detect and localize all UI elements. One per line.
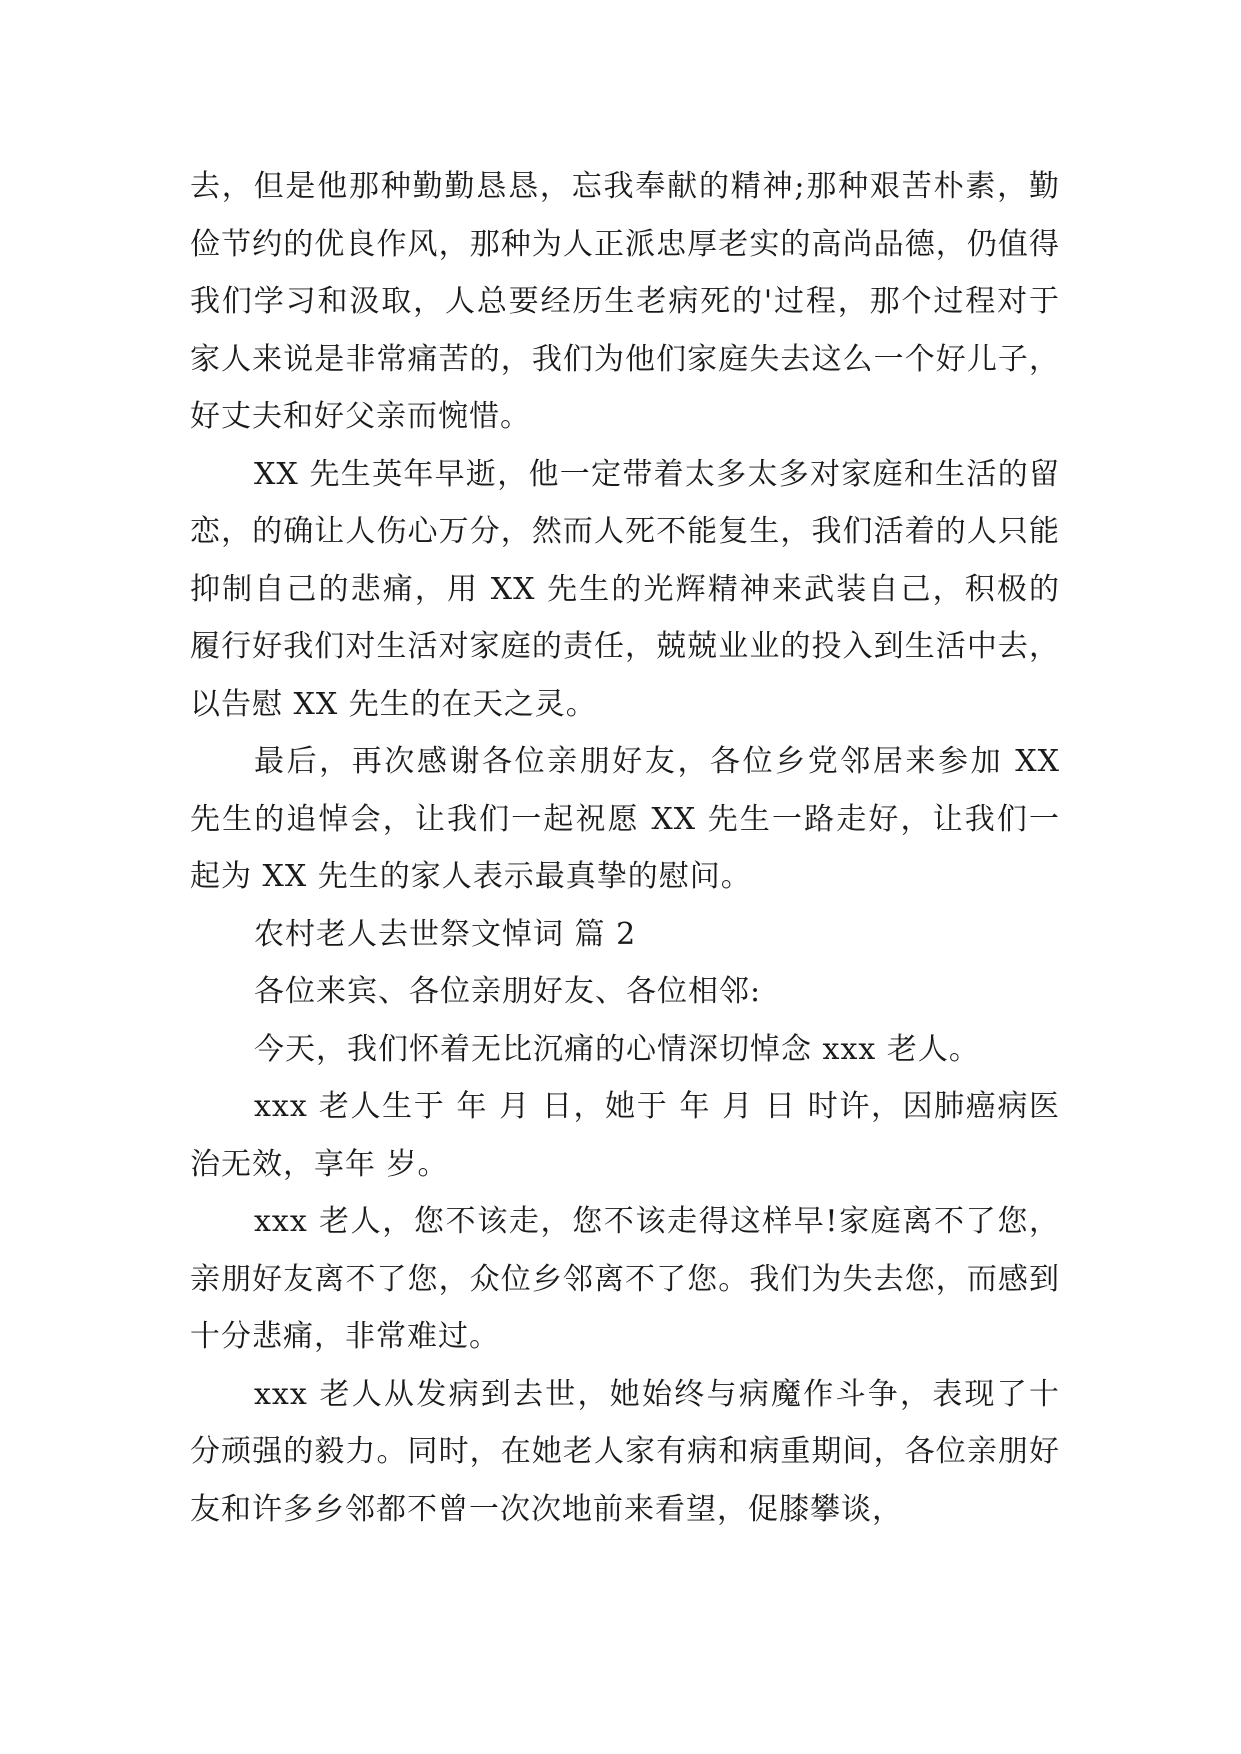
- salutation: 各位来宾、各位亲朋好友、各位相邻:: [254, 974, 762, 1009]
- paragraph: xxx 老人生于 年 月 日，她于 年 月 日 时许，因肺癌病医治无效，享年 岁。: [190, 1089, 1060, 1182]
- paragraph: 今天，我们怀着无比沉痛的心情深切悼念 xxx 老人。: [254, 1031, 980, 1067]
- paragraph: 最后，再次感谢各位亲朋好友，各位乡党邻居来参加 XX 先生的追悼会，让我们一起祝愿 XX 先生一路走好，让我们一起为 XX 先生的家人表示最真挚的慰问。: [190, 744, 1060, 894]
- paragraph: xxx 老人，您不该走，您不该走得这样早!家庭离不了您，亲朋好友离不了您，众位乡邻离不了您。我们为失去您，而感到十分悲痛，非常难过。: [190, 1204, 1060, 1354]
- paragraph: 去，但是他那种勤勤恳恳，忘我奉献的精神;那种艰苦朴素，勤俭节约的优良作风，那种为人正派忠厚老实的高尚品德，仍值得我们学习和汲取，人总要经历生老病死的'过程，那个过程对于家人来说是非常痛苦的，我们为他们家庭失去这么一个好儿子，好丈夫和好父亲而惋惜。: [190, 169, 1060, 434]
- paragraph: XX 先生英年早逝，他一定带着太多太多对家庭和生活的留恋，的确让人伤心万分，然而人死不能复生，我们活着的人只能抑制自己的悲痛，用 XX 先生的光辉精神来武装自己，积极的履行好我们对生活对家庭的责任，兢兢业业的投入到生活中去，以告慰 XX 先生的在天之灵。: [190, 456, 1060, 722]
- document-body: [190, 158, 1060, 1538]
- section-heading: 农村老人去世祭文悼词 篇 2: [254, 916, 637, 952]
- paragraph: xxx 老人从发病到去世，她始终与病魔作斗争，表现了十分顽强的毅力。同时，在她老人家有病和病重期间，各位亲朋好友和许多乡邻都不曾一次次地前来看望，促膝攀谈，: [190, 1376, 1060, 1527]
